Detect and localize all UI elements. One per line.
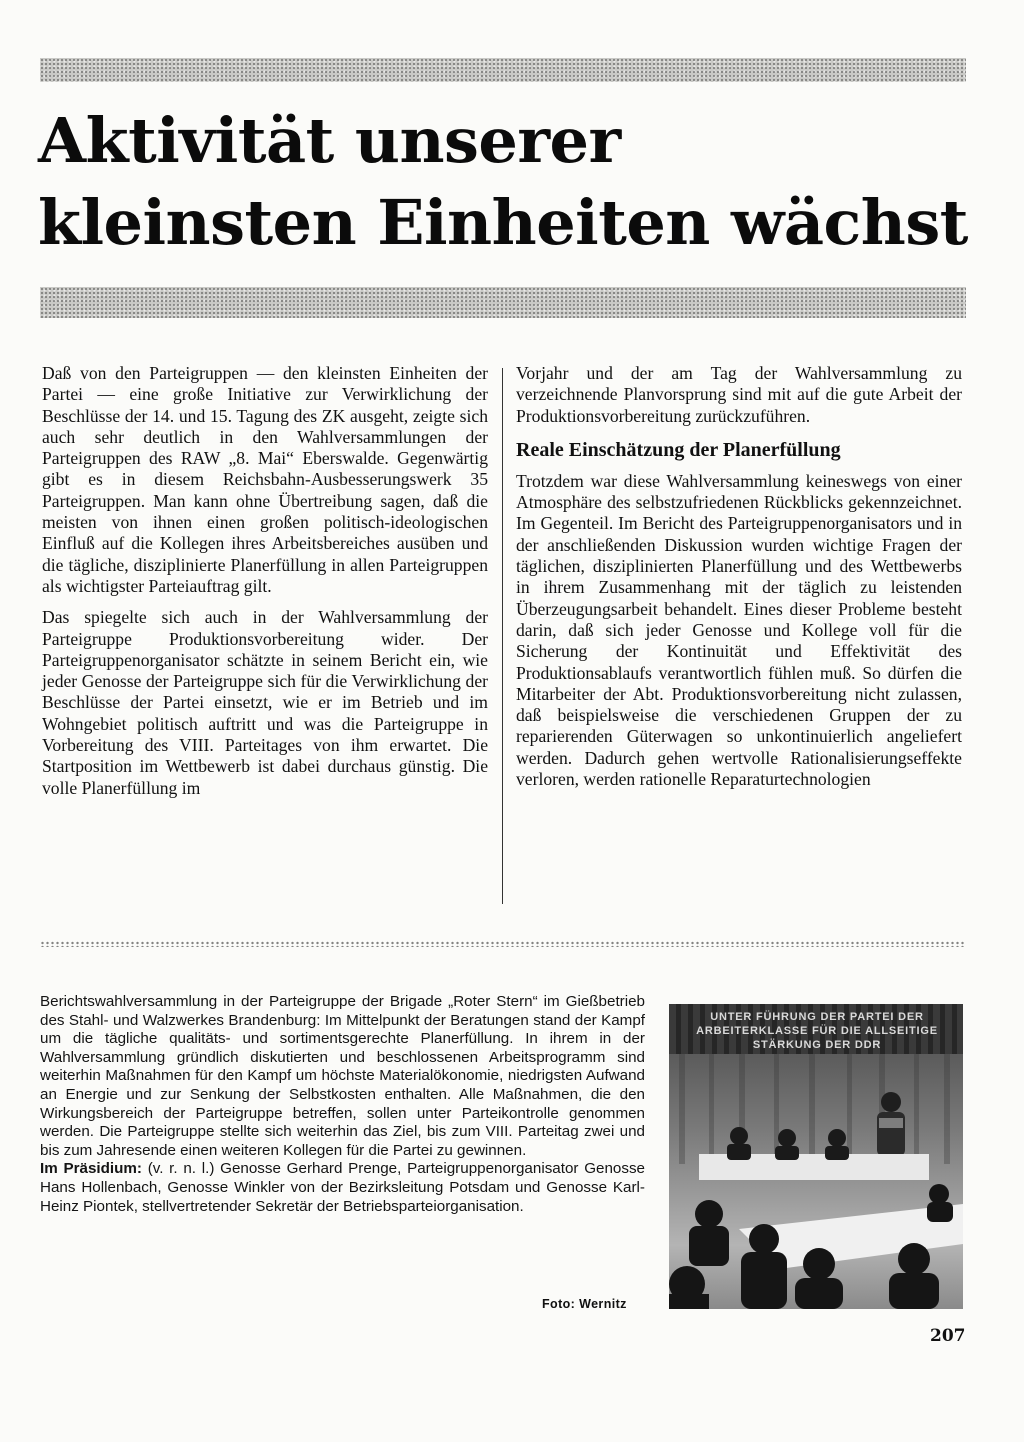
article-column-left bbox=[42, 363, 488, 809]
article-paragraph: Vorjahr und der am Tag der Wahlversammlung zu verzeichnende Planvorsprung sind mit auf die gute Arbeit der Produktionsvorbereitung zurückzuführen. bbox=[516, 363, 962, 426]
headline bbox=[38, 100, 978, 264]
photo-banner-text: UNTER FÜHRUNG DER PARTEI DER ARBEITERKLASSE FÜR DIE ALLSEITIGE STÄRKUNG DER DDR bbox=[696, 1011, 938, 1051]
article-column-right bbox=[516, 363, 962, 800]
curtain bbox=[679, 1054, 950, 1164]
photo-credit: Foto: Wernitz bbox=[542, 1297, 627, 1311]
caption-text: Berichtswahlversammlung in der Parteigruppe der Brigade „Roter Stern“ im Gießbetrieb des Stahl- und Walzwerkes Brandenburg: Im Mittelpunkt der Beratungen stand der Kampf um die tägliche qualitäts- und sortimentsgerechte Planerfüllung. In ihrem in der Wahlversammlung gründlich diskutierten und beschlossenen Arbeitsprogramm sind weiterhin Maßnahmen für den Kampf um höchste Materialökonomie, niedrigsten Aufwand an Energie und zur Senkung der Selbstkosten enthalten. Alle Maßnahmen, die den Wirkungsbereich der Parteigruppe betreffen, sollen unter Parteikontrolle genommen werden. Die Parteigruppe stellte sich weiterhin das Ziel, bis zum VIII. Parteitag zwei und bis zum Jahresende einen weiteren Kollegen für die Partei zu gewinnen. bbox=[40, 993, 645, 1159]
presidium-text: (v. r. n. l.) Genosse Gerhard Prenge, Parteigruppenorganisator Genosse Hans Hollenbach, Genosse Winkler von der Bezirksleitung Potsdam und Genosse Karl-Heinz Piontek, stellvertretender Sekretär der Betriebsparteiorganisation. bbox=[40, 1160, 645, 1215]
article-subheading: Reale Einschätzung der Planerfüllung bbox=[516, 438, 841, 461]
column-divider bbox=[502, 368, 503, 904]
caption-presidium bbox=[40, 1160, 645, 1216]
photo-caption bbox=[40, 993, 645, 1216]
decorative-band-middle bbox=[40, 287, 966, 318]
headline-line-1: Aktivität unserer bbox=[38, 104, 621, 177]
photo-scene bbox=[669, 1054, 963, 1309]
meeting-scene-illustration bbox=[669, 1054, 963, 1309]
presidium-label: Im Präsidium: bbox=[40, 1160, 142, 1178]
presidium-figures bbox=[727, 1127, 849, 1160]
dotted-rule bbox=[40, 941, 966, 947]
headline-line-2: kleinsten Einheiten wächst bbox=[38, 186, 968, 259]
article-paragraph: Trotzdem war diese Wahlversammlung keineswegs von einer Atmosphäre des selbstzufriedenen Rückblicks gekennzeichnet. Im Gegenteil. Im Bericht des Parteigruppenorganisators und in der anschließenden Diskussion wurden wichtige Fragen der täglichen, disziplinierten Planerfüllung und des Wettbewerbs in ihrem Zusammenhang mit der täglich zu leistenden Überzeugungsarbeit behandelt. Eines dieser Probleme besteht darin, daß sich jeder Genosse und Kollege voll für die Sicherung der Kontinuität und Effektivität des Produktionsablaufs verantwortlich fühlen muß. So dürfen die Mitarbeiter der Abt. Produktionsvorbereitung nicht zulassen, daß beispielsweise die verschiedenen Gruppen der zu reparierenden Güterwagen so unkontinuierlich angeliefert werden. Dadurch gehen wertvolle Rationalisierungseffekte verloren, werden rationelle Reparaturtechnologien bbox=[516, 470, 962, 790]
article-paragraph: Daß von den Parteigruppen — den kleinsten Einheiten der Partei — eine große Initiative zur Verwirklichung der Beschlüsse der 14. und 15. Tagung des ZK ausgeht, zeigte sich auch sehr deutlich in den Wahlversammlungen der Parteigruppen des RAW „8. Mai“ Eberswalde. Gegenwärtig gibt es in diesem Reichsbahn-Ausbesserungswerk 35 Parteigruppen. Man kann ohne Übertreibung sagen, daß die meisten von ihnen einen großen politisch-ideologischen Einfluß auf die Kollegen ihres Arbeitsbereiches ausüben und die tägliche, disziplinierte Planerfüllung in allen Parteigruppen als wichtigster Parteiauftrag gilt. bbox=[42, 363, 488, 596]
speaker-figure bbox=[877, 1092, 905, 1156]
article-paragraph: Das spiegelte sich auch in der Wahlversammlung der Parteigruppe Produktionsvorbereitung wider. Der Parteigruppenorganisator schätzte in seinem Bericht ein, wie jeder Genosse der Parteigruppe sich für die Verwirklichung der Beschlüsse der Partei einsetzt, wie er im Betrieb und im Wohngebiet politisch auftritt und was die Parteigruppe in Vorbereitung des VIII. Parteitages von ihm erwartet. Die Startposition im Wettbewerb ist dabei durchaus günstig. Die volle Planerfüllung im bbox=[42, 607, 488, 798]
decorative-band-top bbox=[40, 58, 966, 82]
meeting-photo bbox=[669, 1004, 963, 1309]
page-number: 207 bbox=[930, 1326, 966, 1346]
